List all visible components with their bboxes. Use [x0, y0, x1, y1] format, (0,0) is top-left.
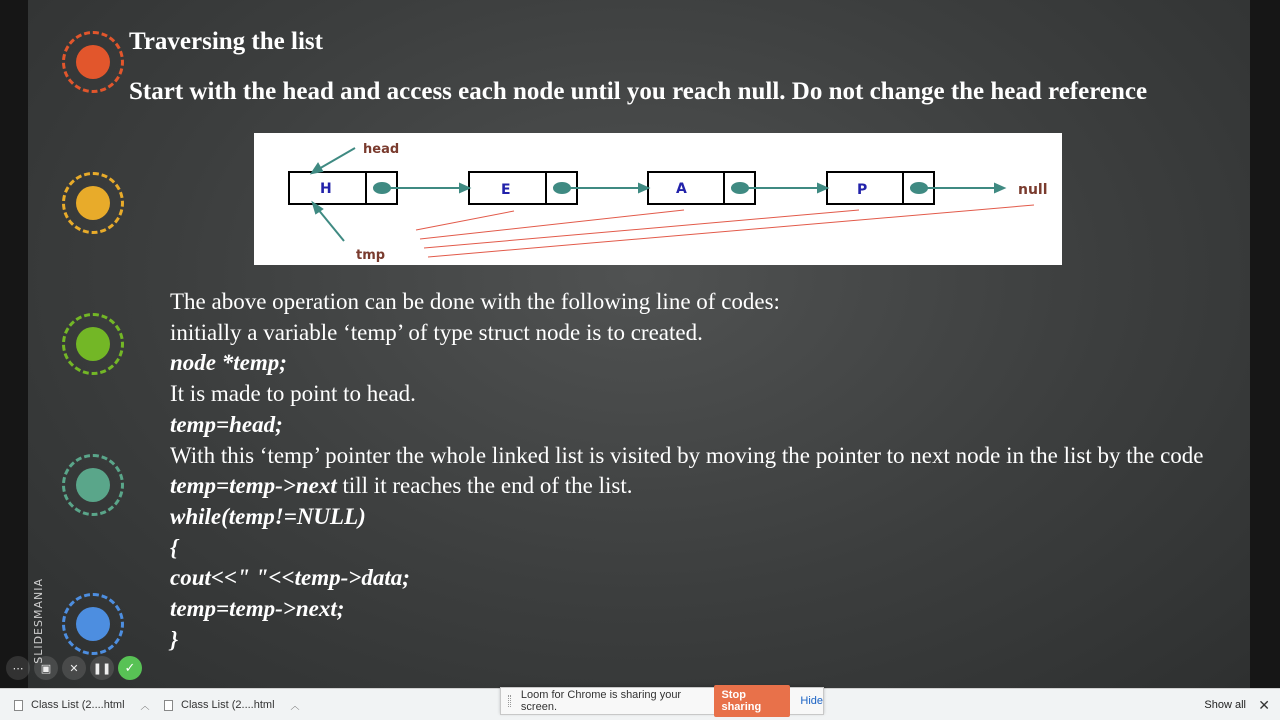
more-options-icon[interactable]: ⋯: [6, 656, 30, 680]
hide-button[interactable]: Hide: [800, 695, 823, 707]
chevron-up-icon[interactable]: ︿: [290, 700, 300, 711]
linked-list-diagram: [254, 133, 1062, 265]
loom-recording-controls: [6, 656, 142, 680]
chevron-up-icon[interactable]: ︿: [140, 700, 150, 711]
node-label-a: A: [676, 181, 687, 197]
code-line-declaration: node *temp;: [170, 350, 287, 376]
null-label: null: [1018, 182, 1048, 198]
decor-dot-green: [62, 313, 124, 375]
decor-dot-orange: [62, 31, 124, 93]
code-line-close-brace: }: [170, 626, 179, 652]
decor-dot-teal: [62, 454, 124, 516]
camera-icon[interactable]: ▣: [34, 656, 58, 680]
download-item[interactable]: [14, 689, 150, 720]
node-pointers: [312, 148, 1004, 241]
slide-title: Traversing the list: [129, 28, 323, 55]
node-label-h: H: [320, 181, 332, 197]
decor-dot-blue: [62, 593, 124, 655]
node-label-e: E: [501, 182, 511, 198]
file-icon: [164, 700, 173, 711]
slide-body: [170, 287, 1240, 655]
left-border: [0, 0, 28, 688]
screen-share-notice: [500, 687, 824, 715]
body-line-visit-text: With this ‘temp’ pointer the whole linked list is visited by moving the pointer to next node in the list by the code: [170, 442, 1204, 468]
presentation-slide: [28, 0, 1250, 688]
file-icon: [14, 700, 23, 711]
body-line-intro: The above operation can be done with the following line of codes:: [170, 289, 780, 314]
pause-icon[interactable]: ❚❚: [90, 656, 114, 680]
finish-recording-icon[interactable]: ✓: [118, 656, 142, 680]
head-label: head: [363, 142, 400, 157]
slide-subtitle: Start with the head and access each node until you reach null. Do not change the head reference: [129, 78, 1148, 105]
code-line-open-brace: {: [170, 534, 179, 560]
slidesmania-watermark: SLIDESMANIA: [32, 578, 45, 664]
download-item[interactable]: [164, 689, 300, 720]
drag-handle-icon[interactable]: [508, 695, 511, 707]
tmp-label: tmp: [356, 248, 386, 263]
decor-dot-yellow: [62, 172, 124, 234]
inline-code-next: temp=temp->next: [170, 473, 337, 499]
red-annotation-lines: [416, 205, 1034, 257]
body-line-visit: [170, 441, 1240, 502]
stop-sharing-button[interactable]: Stop sharing: [714, 685, 790, 717]
code-line-while: while(temp!=NULL): [170, 503, 366, 529]
node-label-p: P: [857, 182, 868, 198]
body-line-point: It is made to point to head.: [170, 381, 416, 407]
body-line-declare: initially a variable ‘temp’ of type struct node is to created.: [170, 319, 703, 345]
code-line-assign: temp=head;: [170, 411, 283, 437]
cancel-recording-icon[interactable]: ✕: [62, 656, 86, 680]
close-icon[interactable]: ✕: [1258, 696, 1270, 713]
code-line-advance: temp=temp->next;: [170, 596, 345, 622]
download-filename: Class List (2....html: [181, 699, 275, 711]
code-line-cout: cout<<" "<<temp->data;: [170, 565, 410, 591]
download-filename: Class List (2....html: [31, 699, 125, 711]
body-line-visit-end: till it reaches the end of the list.: [336, 473, 633, 499]
share-message: Loom for Chrome is sharing your screen.: [520, 689, 682, 713]
show-all-button[interactable]: Show all: [1204, 699, 1246, 711]
linked-list-svg: [254, 133, 1062, 265]
right-border: [1250, 0, 1280, 688]
